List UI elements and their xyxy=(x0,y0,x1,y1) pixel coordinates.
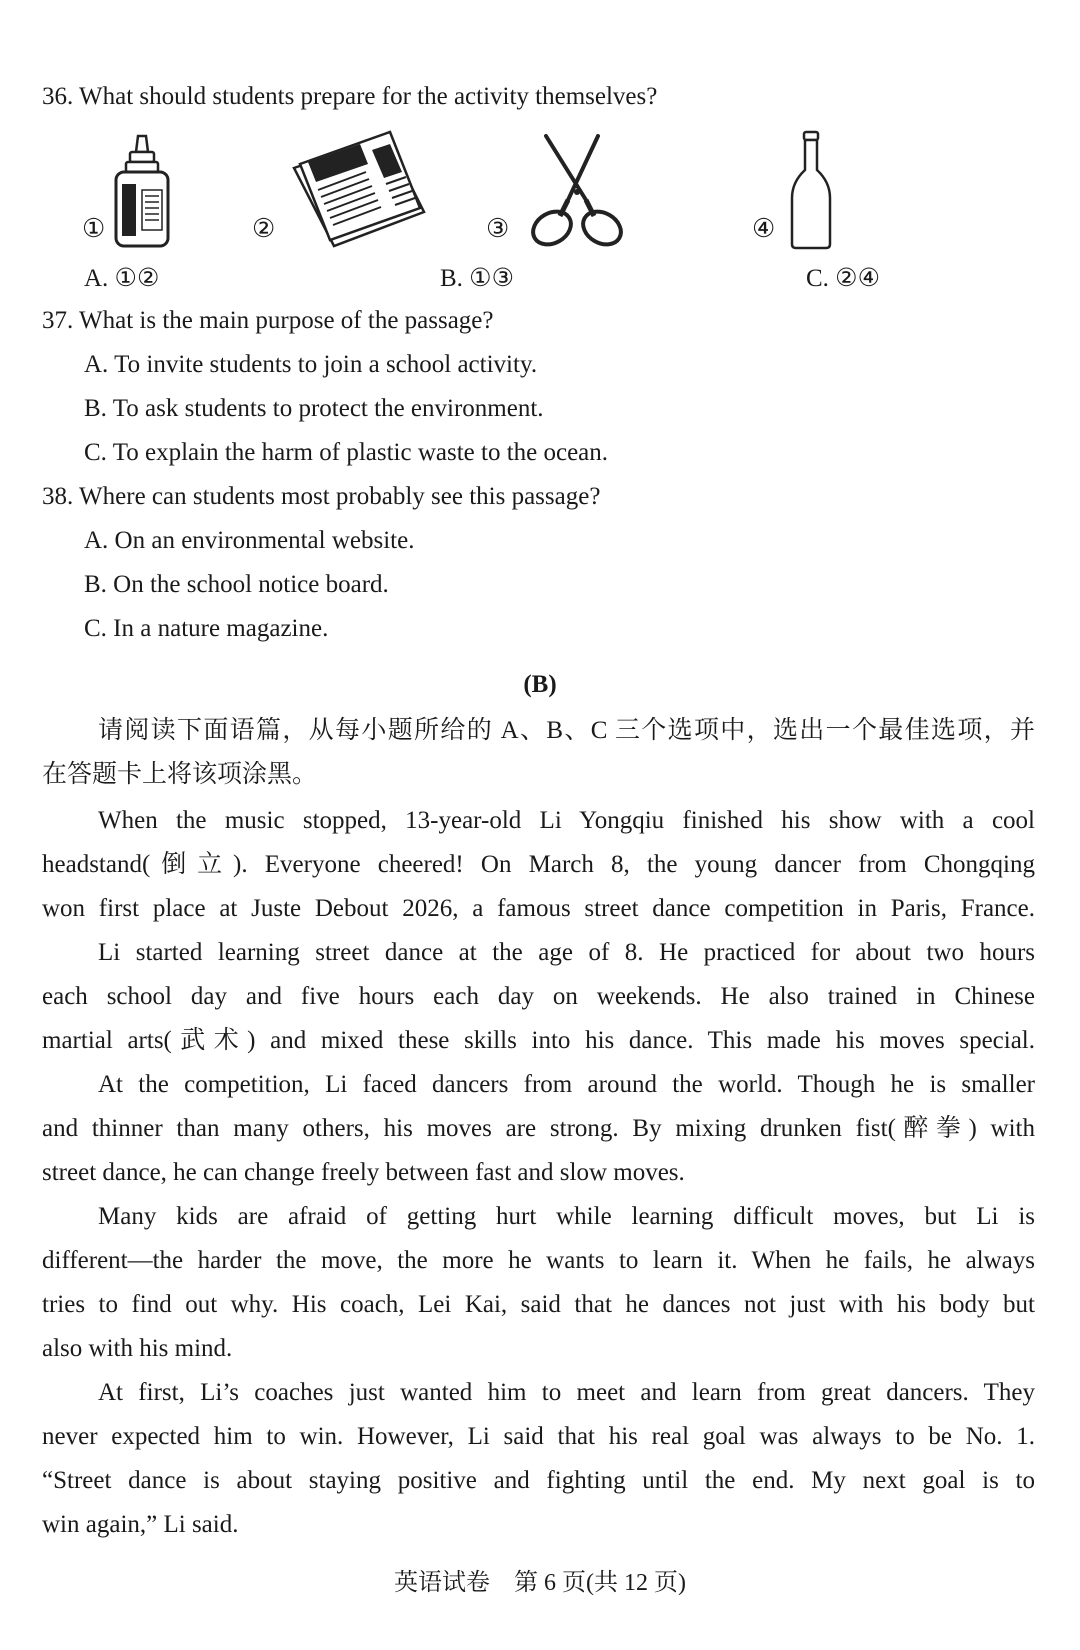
picture-marker-3: ③ xyxy=(486,214,510,243)
question-37: 37. What is the main purpose of the passage? xyxy=(42,307,494,334)
scissors-icon xyxy=(522,132,632,250)
option-38-b[interactable]: B. On the school notice board. xyxy=(84,571,389,598)
passage-line: “Street dance is about staying positive and fighting until the end. My next goal is to xyxy=(42,1467,1035,1494)
page-footer: 英语试卷 第 6 页(共 12 页) xyxy=(394,1570,686,1596)
passage-line: street dance, he can change freely between fast and slow moves. xyxy=(42,1159,685,1186)
newspaper-icon xyxy=(290,130,428,250)
passage-line: At first, Li’s coaches just wanted him to meet and learn from great dancers. They xyxy=(98,1379,1035,1406)
passage-line: won first place at Juste Debout 2026, a famous street dance competition in Paris, France. xyxy=(42,895,1035,922)
passage-line: martial arts(武术) and mixed these skills into his dance. This made his moves special. xyxy=(42,1027,1035,1054)
passage-line: also with his mind. xyxy=(42,1335,233,1362)
passage-line: headstand(倒立). Everyone cheered! On March 8, the young dancer from Chongqing xyxy=(42,851,1035,878)
picture-marker-2: ② xyxy=(252,214,276,243)
passage-line: Li started learning street dance at the age of 8. He practiced for about two hours xyxy=(98,939,1035,966)
glue-bottle-icon xyxy=(112,134,172,250)
instruction-line-1: 请阅读下面语篇，从每小题所给的 A、B、C 三个选项中，选出一个最佳选项，并 xyxy=(98,717,1035,744)
option-36-a[interactable]: A. ①② xyxy=(84,265,160,292)
passage-line: never expected him to win. However, Li said that his real goal was always to be No. 1. xyxy=(42,1423,1035,1450)
section-title: (B) xyxy=(523,671,557,698)
passage-line: tries to find out why. His coach, Lei Kai, said that he dances not just with his body but xyxy=(42,1291,1035,1318)
option-38-a[interactable]: A. On an environmental website. xyxy=(84,527,415,554)
passage-line: different—the harder the move, the more he wants to learn it. When he fails, he always xyxy=(42,1247,1035,1274)
passage-line: At the competition, Li faced dancers from around the world. Though he is smaller xyxy=(98,1071,1035,1098)
picture-marker-4: ④ xyxy=(752,214,776,243)
option-37-c[interactable]: C. To explain the harm of plastic waste to the ocean. xyxy=(84,439,609,466)
option-38-c[interactable]: C. In a nature magazine. xyxy=(84,615,329,642)
question-38: 38. Where can students most probably see this passage? xyxy=(42,483,601,510)
passage-line: and thinner than many others, his moves are strong. By mixing drunken fist(醉拳) with xyxy=(42,1115,1035,1142)
picture-marker-1: ① xyxy=(82,214,106,243)
bottle-icon xyxy=(788,130,834,252)
option-36-b[interactable]: B. ①③ xyxy=(440,265,514,292)
option-37-a[interactable]: A. To invite students to join a school activity. xyxy=(84,351,538,378)
passage-line: When the music stopped, 13-year-old Li Yongqiu finished his show with a cool xyxy=(98,807,1035,834)
instruction-line-2: 在答题卡上将该项涂黑。 xyxy=(42,761,318,788)
passage-line: win again,” Li said. xyxy=(42,1511,239,1538)
question-36: 36. What should students prepare for the activity themselves? xyxy=(42,83,658,110)
option-37-b[interactable]: B. To ask students to protect the environment. xyxy=(84,395,544,422)
option-36-c[interactable]: C. ②④ xyxy=(806,265,880,292)
passage-line: each school day and five hours each day on weekends. He also trained in Chinese xyxy=(42,983,1035,1010)
passage-line: Many kids are afraid of getting hurt while learning difficult moves, but Li is xyxy=(98,1203,1035,1230)
